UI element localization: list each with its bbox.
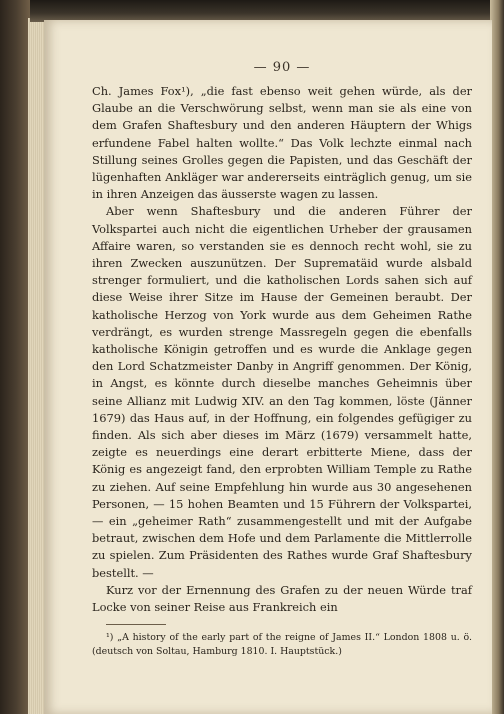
book-right-edge xyxy=(490,0,504,714)
page-content xyxy=(92,60,472,659)
page-number: — 90 — xyxy=(253,60,311,75)
footnote-divider xyxy=(106,624,166,625)
page-stack-edge xyxy=(28,18,44,714)
body-text xyxy=(92,83,472,616)
footnote: ¹) „A history of the early part of the reigne of James II.“ London 1808 u. ö. (deutsch von Soltau, Hamburg 1810. I. Hauptstück.) xyxy=(92,632,472,658)
paragraph-1: Ch. James Fox¹), „die fast ebenso weit gehen würde, als der Glaube an die Verschwörung selbst, wenn man sie als eine von dem Grafen Shaftesbury und den anderen Häuptern der Whigs erfundene Fabel halten wollte.“ Das Volk lechzte einmal nach Stillung seines Grolles gegen die Papisten, und das Geschäft der lügenhaften Ankläger war andererseits einträglich genug, um sie in ihren Anzeigen das äusserste wagen zu lassen. xyxy=(92,84,472,202)
book-top-edge xyxy=(30,0,504,22)
paragraph-2: Aber wenn Shaftesbury und die anderen Führer der Volkspartei auch nicht die eigentlichen Urheber der grausamen Affaire waren, so verstanden sie es dennoch recht wohl, sie zu ihren Zwecken auszunützen. Der Suprematäid wurde alsbald strenger formuliert, und die katholischen Lords sahen sich auf diese Weise ihrer Sitze im Hause der Gemeinen beraubt. Der katholische Herzog von York wurde aus dem Geheimen Rathe verdrängt, es wurden strenge Massregeln gegen die ebenfalls katholische Königin getroffen und es wurde die Anklage gegen den Lord Schatzmeister Danby in Angriff genommen. Der König, in Angst, es könnte durch dieselbe manches Geheimnis über seine Allianz mit Ludwig XIV. an den Tag kommen, löste (Jänner 1679) das Haus auf, in der Hoffnung, ein folgendes gefügiger zu finden. Als sich aber dieses im März (1679) versammelt hatte, zeigte es neuerdings eine derart erbitterte Miene, dass der König es angezeigt fand, den erprobten William Temple zu Rathe zu ziehen. Auf seine Empfehlung hin wurde aus 30 angesehenen Personen, — 15 hohen Beamten und 15 Führern der Volkspartei, — ein „geheimer Rath“ zusammengestellt und mit der Aufgabe betraut, zwischen dem Hofe und dem Parlamente die Mittlerrolle zu spielen. Zum Präsidenten des Rathes wurde Graf Shaftesbury bestellt. — xyxy=(92,204,472,580)
paragraph-3: Kurz vor der Ernennung des Grafen zu der neuen Würde traf Locke von seiner Reise aus Frankreich ein xyxy=(92,582,472,615)
